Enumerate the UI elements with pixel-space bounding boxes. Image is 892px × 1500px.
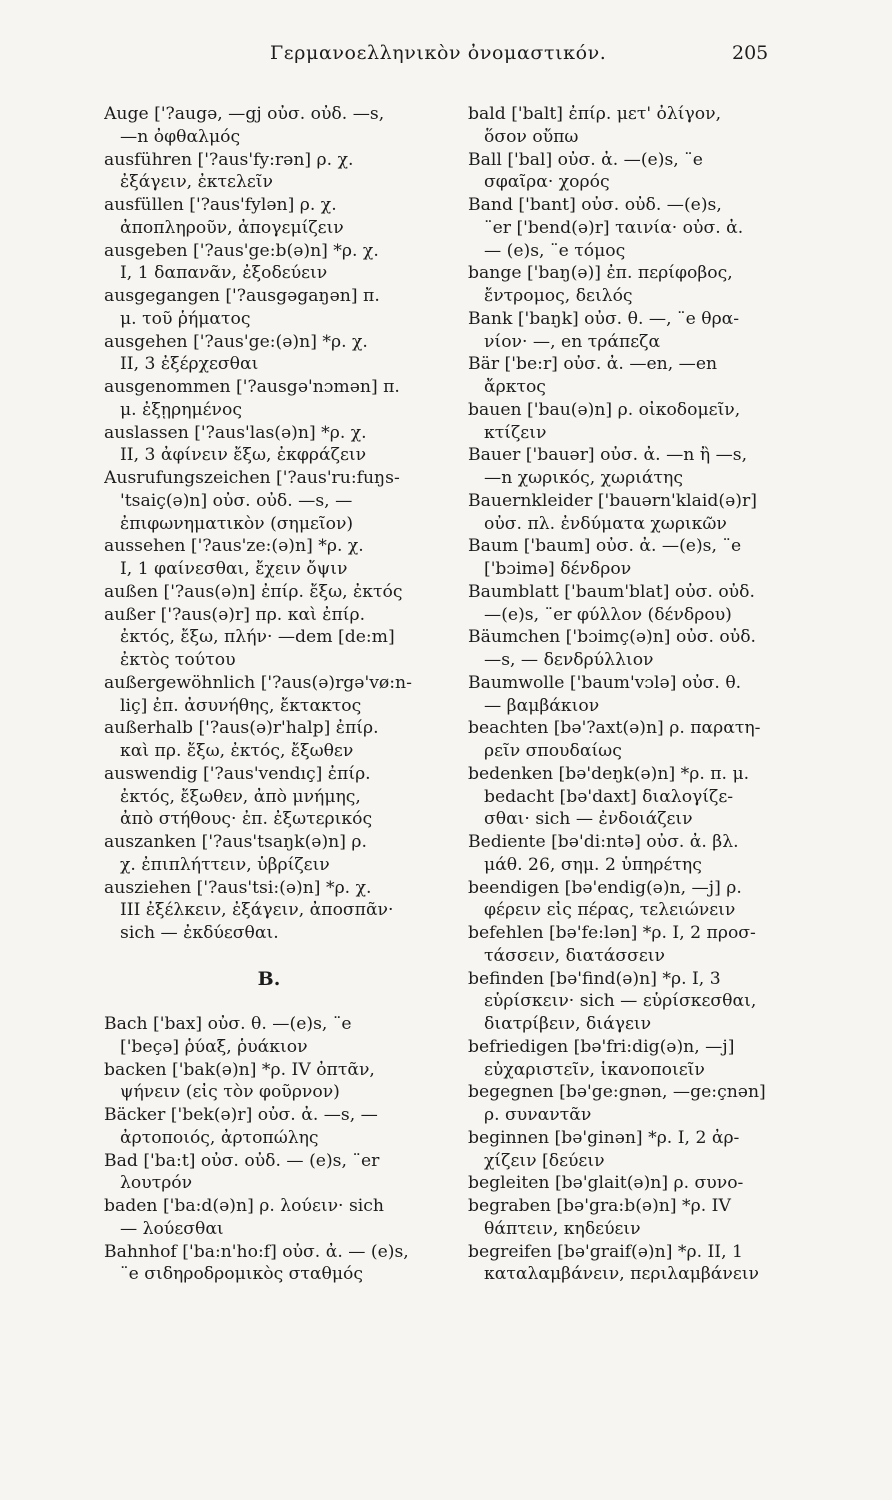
entry-headword-line: bald ['balt] ἐπίρ. μετ' ὀλίγον, — [468, 104, 722, 124]
entry-continuation-line: μάθ. 26, σημ. 2 ὑπηρέτης — [484, 854, 702, 875]
entry-headword-line: auswendig ['?aus'vendıç] ἐπίρ. — [104, 763, 371, 784]
entry-continuation-line: liç] ἐπ. ἀσυνήθης, ἔκτακτος — [120, 695, 362, 716]
entry-headword-line: ausgenommen ['?ausgə'nɔmən] π. — [104, 377, 400, 397]
entry-headword-line: Ausrufungszeichen ['?aus'ru:fuŋs- — [104, 468, 400, 488]
entry-headword-line: begleiten [bə'glait(ə)n] ρ. συνο- — [468, 1173, 744, 1194]
entry-headword-line: ausgegangen ['?ausgəgaŋən] π. — [104, 286, 380, 306]
entry-continuation-line: —(e)s, ¨er φύλλον (δένδρου) — [484, 604, 732, 625]
entry-headword-line: Ball ['bal] οὐσ. ἀ. —(e)s, ¨e — [468, 149, 703, 170]
entry-continuation-line: χ. ἐπιπλήττειν, ὑβρίζειν — [120, 854, 330, 875]
blank-line — [104, 945, 434, 968]
entry-continuation-line: — (e)s, ¨e τόμος — [484, 240, 626, 261]
entry-continuation-line: καταλαμβάνειν, περιλαμβάνειν — [484, 1264, 759, 1285]
entry-continuation-line: κτίζειν — [484, 422, 547, 443]
entry-continuation-line: ἐξάγειν, ἐκτελεῖν — [120, 172, 273, 193]
entry-headword-line: bauen ['bau(ə)n] ρ. οἰκοδομεῖν, — [468, 399, 741, 420]
entry-continuation-line: τάσσειν, διατάσσειν — [484, 945, 665, 966]
entry-headword-line: Bäumchen ['bɔimç(ə)n] οὐσ. οὐδ. — [468, 627, 757, 648]
entry-continuation-line: ρ. συναντᾶν — [484, 1105, 592, 1125]
entry-continuation-line: ἄρκτος — [484, 377, 546, 397]
entry-headword-line: Bach ['bax] οὐσ. θ. —(e)s, ¨e — [104, 1014, 352, 1034]
entry-continuation-line: μ. ἐξῃρημένος — [120, 399, 242, 420]
entry-continuation-line: σφαῖρα· χορός — [484, 172, 610, 193]
page-header — [0, 42, 892, 72]
running-title: Γερμανοελληνικὸν ὀνομαστικόν. — [270, 42, 607, 64]
entry-headword-line: auszanken ['?aus'tsaŋk(ə)n] ρ. — [104, 832, 367, 852]
entry-headword-line: begreifen [bə'graif(ə)n] *ρ. II, 1 — [468, 1241, 743, 1262]
entry-continuation-line: ['beçə] ῥύαξ, ῥυάκιον — [120, 1036, 308, 1057]
entry-continuation-line: ἔντρομος, δειλός — [484, 286, 633, 306]
entry-continuation-line: νίον· —, en τράπεζα — [484, 331, 661, 352]
entry-headword-line: begegnen [bə'ge:gnən, —ge:çnən] — [468, 1082, 766, 1103]
entry-continuation-line: III ἐξέλκειν, ἐξάγειν, ἀποσπᾶν· — [120, 900, 394, 921]
entry-continuation-line: ἐκτός, ἔξωθεν, ἀπὸ μνήμης, — [120, 786, 361, 807]
entry-headword-line: außer ['?aus(ə)r] πρ. καὶ ἐπίρ. — [104, 604, 366, 625]
entry-headword-line: begraben [bə'gra:b(ə)n] *ρ. IV — [468, 1196, 731, 1216]
entry-continuation-line: II, 3 ἀφίνειν ἔξω, ἐκφράζειν — [120, 445, 367, 466]
entry-headword-line: Baum ['baum] οὐσ. ἀ. —(e)s, ¨e — [468, 536, 742, 557]
entry-continuation-line: — βαμβάκιον — [484, 695, 600, 716]
entry-continuation-line: εὐχαριστεῖν, ἱκανοποιεῖν — [484, 1059, 705, 1080]
entry-headword-line: Bär ['be:r] οὐσ. ἀ. —en, —en — [468, 354, 718, 375]
entry-headword-line: Bauer ['bauər] οὐσ. ἀ. —n ἢ —s, — [468, 445, 748, 466]
section-heading: B. — [257, 967, 281, 990]
entry-continuation-line: ἀπὸ στήθους· ἐπ. ἐξωτερικός — [120, 809, 373, 830]
entry-headword-line: Baumblatt ['baum'blat] οὐσ. οὐδ. — [468, 581, 755, 602]
blank-line — [104, 990, 434, 1013]
entry-continuation-line: ἀρτοποιός, ἀρτοπώλης — [120, 1127, 319, 1148]
entry-headword-line: befinden [bə'find(ə)n] *ρ. I, 3 — [468, 968, 721, 989]
entry-continuation-line: καὶ πρ. ἔξω, ἐκτός, ἔξωθεν — [120, 741, 354, 761]
entry-continuation-line: μ. τοῦ ῥήματος — [120, 308, 251, 329]
entry-headword-line: außen ['?aus(ə)n] ἐπίρ. ἔξω, ἐκτός — [104, 581, 403, 602]
entry-headword-line: bedenken [bə'deŋk(ə)n] *ρ. π. μ. — [468, 763, 750, 784]
entry-headword-line: ausgeben ['?aus'ge:b(ə)n] *ρ. χ. — [104, 240, 379, 261]
entry-headword-line: Bauernkleider ['bauərn'klaid(ə)r] — [468, 490, 757, 511]
entry-continuation-line: —n ὀφθαλμός — [120, 126, 241, 147]
entry-headword-line: bange ['baŋ(ə)] ἐπ. περίφοβος, — [468, 263, 733, 284]
entry-headword-line: Bad ['ba:t] οὐσ. οὐδ. — (e)s, ¨er — [104, 1150, 380, 1171]
entry-continuation-line: ἐκτός, ἔξω, πλήν· —dem [de:m] — [120, 627, 395, 648]
entry-headword-line: baden ['ba:d(ə)n] ρ. λούειν· sich — [104, 1196, 385, 1216]
entry-continuation-line: εὑρίσκειν· sich — εὑρίσκεσθαι, — [484, 991, 757, 1012]
entry-continuation-line: ¨e σιδηροδρομικὸς σταθμός — [120, 1264, 364, 1285]
page-number: 205 — [732, 42, 769, 64]
entry-continuation-line: — λούεσθαι — [120, 1218, 224, 1239]
entry-headword-line: Bäcker ['bek(ə)r] οὐσ. ἀ. —s, — — [104, 1105, 378, 1125]
entry-continuation-line: I, 1 φαίνεσθαι, ἔχειν ὄψιν — [120, 559, 348, 579]
entry-continuation-line: χίζειν [δεύειν — [484, 1150, 605, 1171]
entry-continuation-line: ρεῖν σπουδαίως — [484, 741, 622, 761]
entry-headword-line: beendigen [bə'endig(ə)n, —j] ρ. — [468, 877, 742, 898]
entry-headword-line: auslassen ['?aus'las(ə)n] *ρ. χ. — [104, 422, 367, 443]
entry-headword-line: Bediente [bə'di:ntə] οὐσ. ἀ. βλ. — [468, 832, 739, 852]
entry-continuation-line: —n χωρικός, χωριάτης — [484, 468, 683, 488]
entry-headword-line: außerhalb ['?aus(ə)r'halp] ἐπίρ. — [104, 718, 379, 739]
entry-continuation-line: σθαι· sich — ἐνδοιάζειν — [484, 809, 693, 830]
entry-continuation-line: διατρίβειν, διάγειν — [484, 1014, 652, 1034]
entry-headword-line: ausgehen ['?aus'ge:(ə)n] *ρ. χ. — [104, 331, 368, 352]
entry-continuation-line: sich — ἐκδύεσθαι. — [120, 923, 279, 943]
entry-headword-line: Band ['bant] οὐσ. οὐδ. —(e)s, — [468, 195, 722, 215]
entry-continuation-line: οὐσ. πλ. ἐνδύματα χωρικῶν — [484, 513, 727, 534]
entry-headword-line: befehlen [bə'fe:lən] *ρ. I, 2 προσ- — [468, 923, 756, 943]
entry-headword-line: befriedigen [bə'fri:dig(ə)n, —j] — [468, 1036, 735, 1057]
entry-continuation-line: II, 3 ἐξέρχεσθαι — [120, 354, 259, 375]
entry-headword-line: ausführen ['?aus'fy:rən] ρ. χ. — [104, 149, 354, 170]
entry-continuation-line: ἐπιφωνηματικὸν (σημεῖον) — [120, 513, 354, 534]
entry-headword-line: ausziehen ['?aus'tsi:(ə)n] *ρ. χ. — [104, 877, 372, 898]
entry-continuation-line: ἀποπληροῦν, ἀπογεμίζειν — [120, 217, 344, 238]
entry-headword-line: Bank ['baŋk] οὐσ. θ. —, ¨e θρα- — [468, 308, 740, 329]
entry-headword-line: außergewöhnlich ['?aus(ə)rgə'vø:n- — [104, 672, 412, 693]
entry-continuation-line: ψήνειν (εἰς τὸν φοῦρνον) — [120, 1082, 340, 1103]
entry-continuation-line: ὅσον οὔπω — [484, 126, 579, 147]
entry-headword-line: backen ['bak(ə)n] *ρ. IV ὀπτᾶν, — [104, 1059, 375, 1080]
right-column — [468, 103, 798, 1286]
entry-continuation-line: —s, — δενδρύλλιον — [484, 650, 654, 670]
entry-headword-line: ausfüllen ['?aus'fylən] ρ. χ. — [104, 195, 337, 215]
entry-headword-line: Baumwolle ['baum'vɔlə] οὐσ. θ. — [468, 672, 742, 693]
entry-continuation-line: 'tsaiç(ə)n] οὐσ. οὐδ. —s, — — [120, 490, 353, 511]
entry-headword-line: beginnen [bə'ginən] *ρ. I, 2 ἀρ- — [468, 1127, 740, 1148]
entry-continuation-line: I, 1 δαπανᾶν, ἐξοδεύειν — [120, 263, 328, 284]
entry-continuation-line: ἐκτὸς τούτου — [120, 650, 236, 670]
left-column — [104, 103, 434, 1286]
entry-continuation-line: λουτρόν — [120, 1173, 193, 1194]
entry-continuation-line: bedacht [bə'daxt] διαλογίζε- — [484, 786, 734, 807]
entry-continuation-line: φέρειν εἰς πέρας, τελειώνειν — [484, 900, 736, 921]
entry-continuation-line: ¨er ['bend(ə)r] ταινία· οὐσ. ἀ. — [484, 217, 744, 238]
entry-headword-line: aussehen ['?aus'ze:(ə)n] *ρ. χ. — [104, 536, 364, 557]
entry-continuation-line: θάπτειν, κηδεύειν — [484, 1218, 641, 1239]
entry-headword-line: Auge ['?augə, —gj οὐσ. οὐδ. —s, — [104, 104, 385, 124]
entry-headword-line: beachten [bə'?axt(ə)n] ρ. παρατη- — [468, 718, 761, 739]
entry-continuation-line: ['bɔimə] δένδρον — [484, 559, 632, 579]
entry-headword-line: Bahnhof ['ba:n'ho:f] οὐσ. ἀ. — (e)s, — [104, 1241, 409, 1262]
